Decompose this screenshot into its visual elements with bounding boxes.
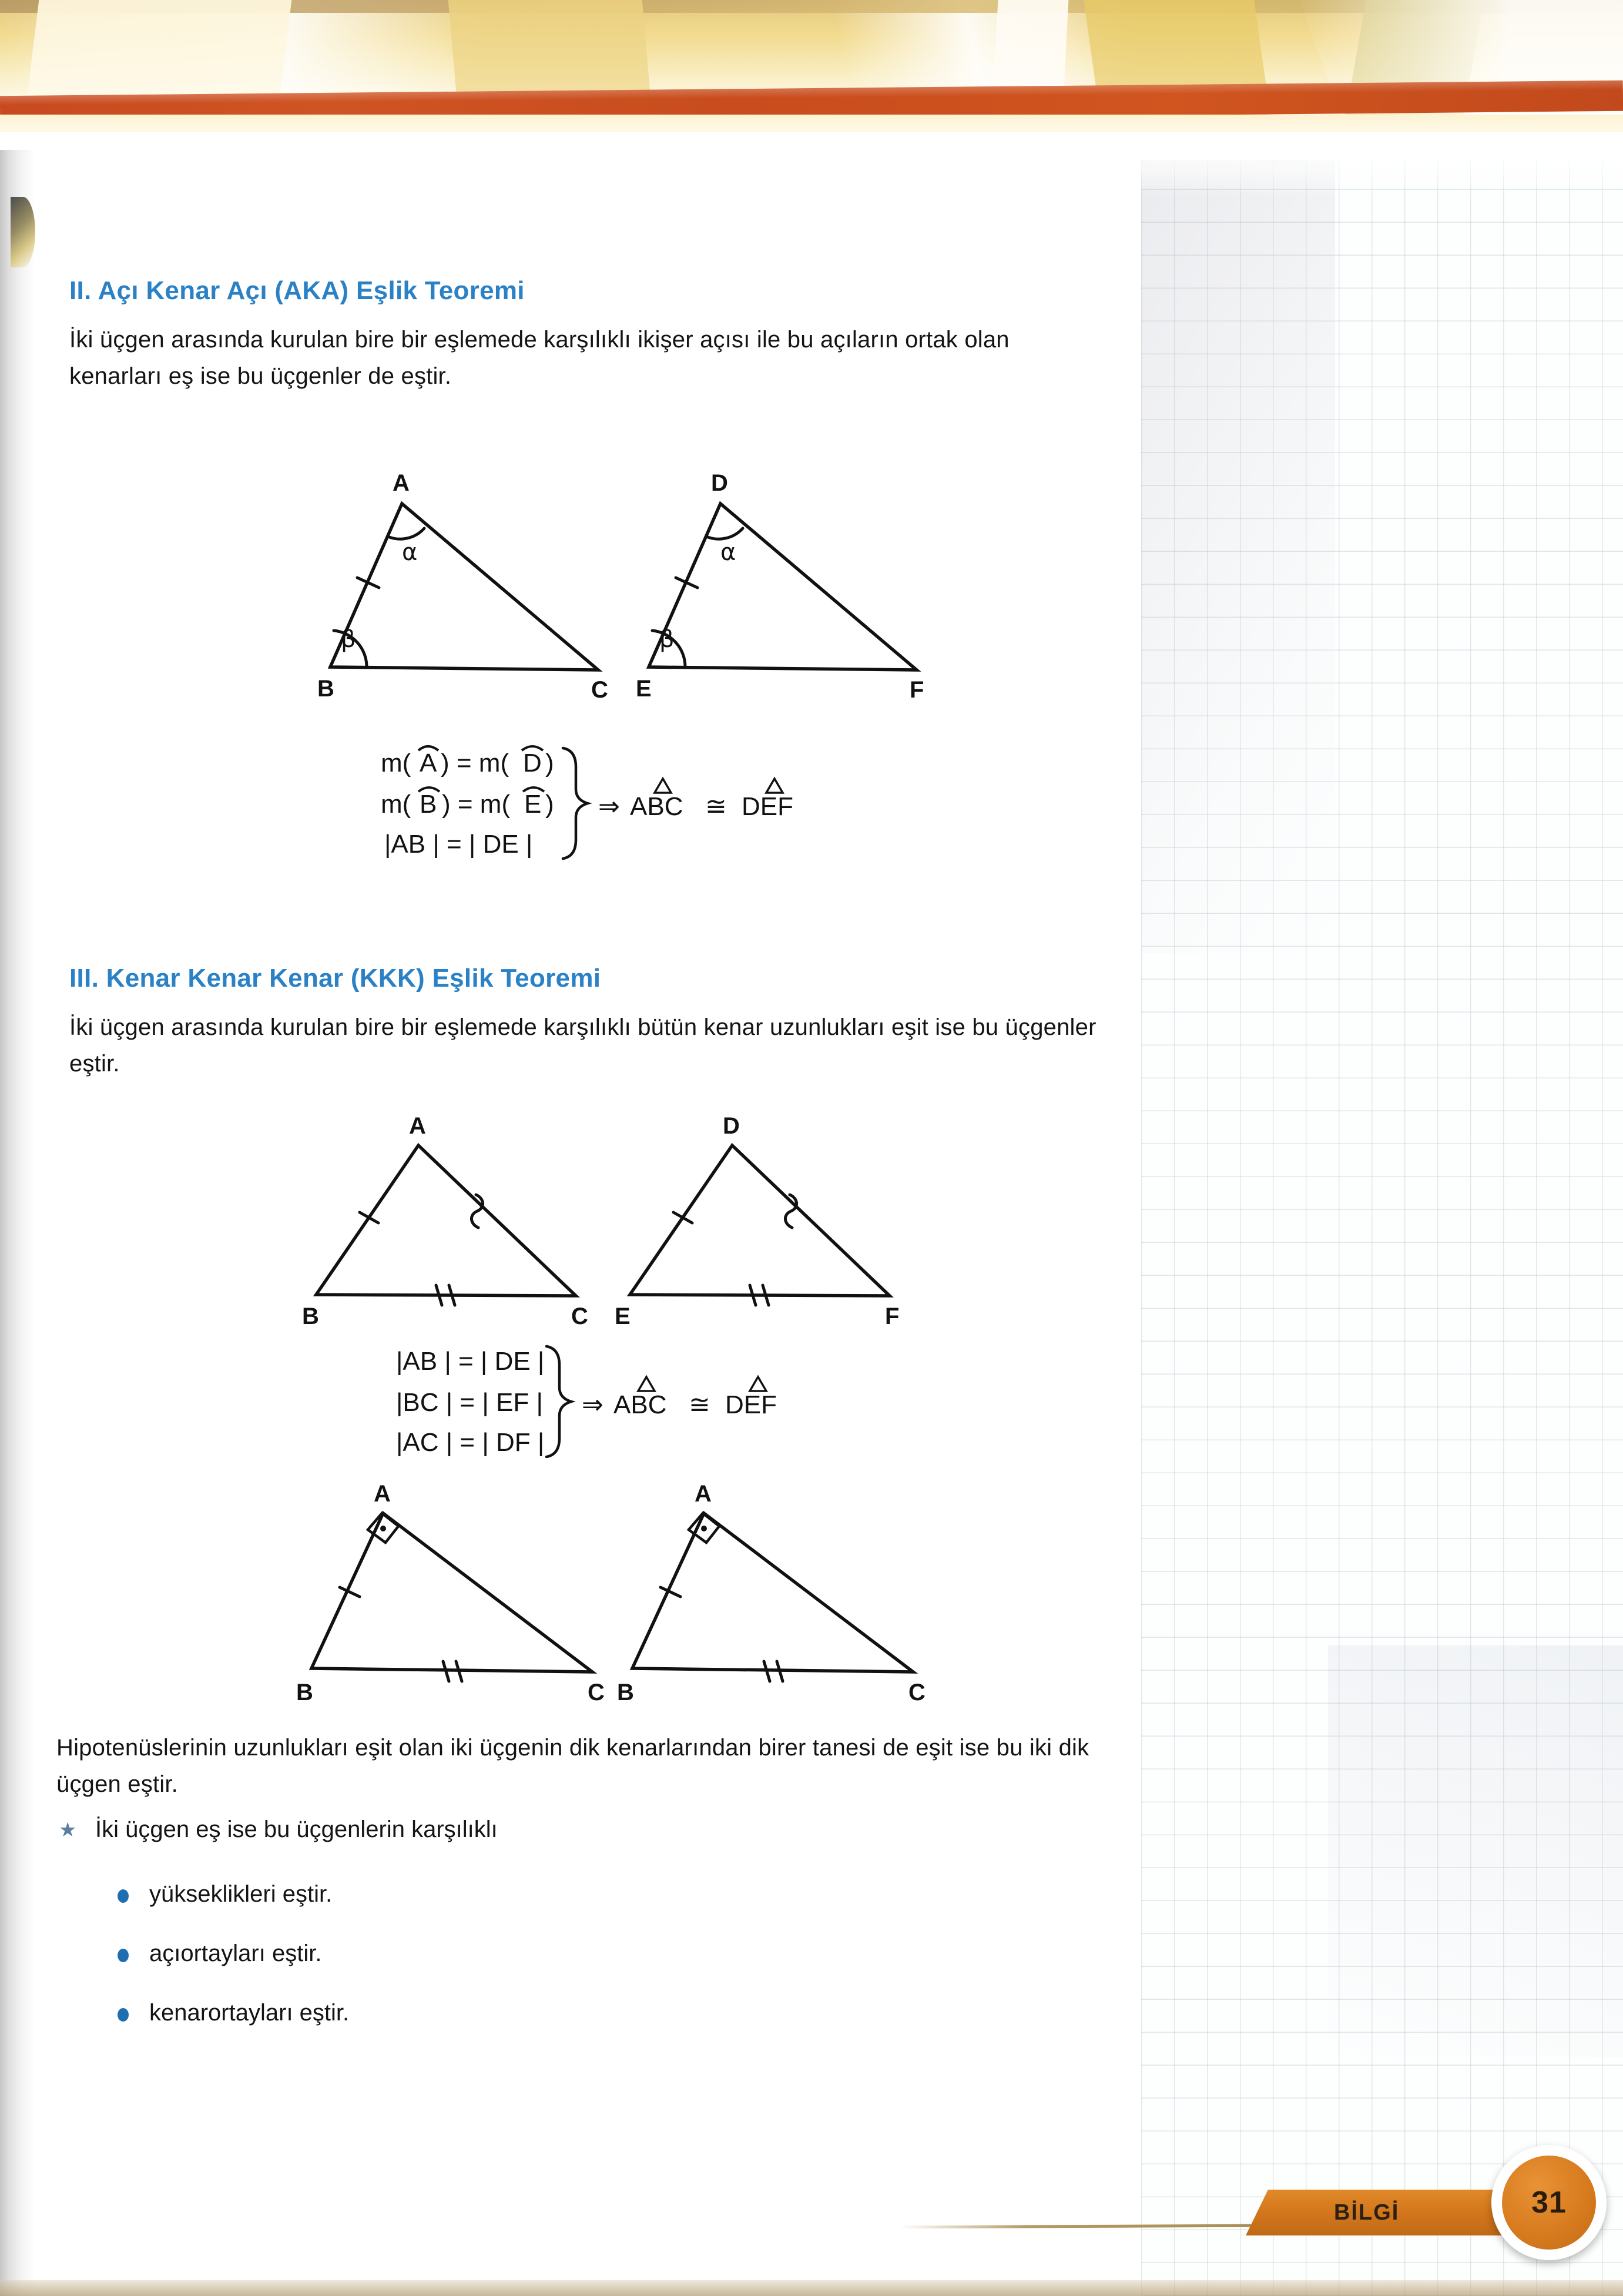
page-number: 31	[1531, 2186, 1567, 2220]
figure-right-triangle-pair	[270, 1478, 952, 1713]
svg-text:): )	[545, 790, 554, 819]
svg-text:B: B	[420, 790, 437, 819]
section-title-aka: II. Açı Kenar Açı (AKA) Eşlik Teoremi	[69, 276, 525, 305]
vertex-label-A-rt1: A	[374, 1481, 391, 1507]
svg-text:|AC | = | DF |: |AC | = | DF |	[396, 1428, 545, 1457]
star-note-text: İki üçgen eş ise bu üçgenlerin karşılıklı	[95, 1816, 498, 1842]
svg-text:) = m(: ) = m(	[442, 790, 511, 819]
figure-kkk-triangles	[282, 1108, 928, 1331]
grid-paper-top-fade	[1141, 132, 1623, 197]
bullet-dot-icon	[118, 1889, 129, 1903]
formula-aka	[376, 743, 858, 861]
svg-text:) = m(: ) = m(	[441, 749, 509, 777]
star-icon: ★	[59, 1819, 77, 1841]
page-number-badge	[1502, 2156, 1596, 2250]
bullet-label-3: kenarortayları eştir.	[149, 2000, 350, 2026]
vertex-label-D: D	[711, 470, 728, 496]
svg-text:E: E	[524, 790, 542, 819]
svg-text:≅: ≅	[689, 1390, 710, 1419]
section-paragraph-aka: İki üçgen arasında kurulan bire bir eşlemede karşılıklı ikişer açısı ile bu açıların ortak olan kenarları eş ise bu üçgenler de eştir.	[69, 327, 1010, 389]
svg-text:⇒: ⇒	[598, 792, 620, 821]
header-bottom-fade	[0, 115, 1623, 132]
vertex-label-B-kkk: B	[302, 1303, 319, 1329]
vertex-label-C: C	[591, 677, 608, 703]
angle-label-alpha-right: α	[720, 539, 736, 566]
bullet-dot-icon	[118, 1949, 129, 1962]
vertex-label-A: A	[393, 470, 410, 496]
bullet-label-1: yükseklikleri eştir.	[149, 1881, 333, 1907]
svg-text:|BC | = | EF |: |BC | = | EF |	[396, 1388, 543, 1417]
svg-text:m(: m(	[381, 790, 411, 819]
footer-banner-label: BİLGİ	[1334, 2200, 1400, 2225]
vertex-label-B: B	[317, 676, 334, 702]
grid-paper-shadow-left	[1141, 160, 1335, 953]
svg-text:|AB | = | DE |: |AB | = | DE |	[396, 1347, 545, 1376]
vertex-label-B-rt2: B	[617, 1680, 634, 1705]
vertex-label-C-kkk: C	[571, 1303, 588, 1329]
svg-text:A: A	[420, 749, 437, 777]
vertex-label-C-rt1: C	[588, 1680, 605, 1705]
bullet-label-2: açıortayları eştir.	[149, 1940, 322, 1966]
section-paragraph-kkk: İki üçgen arasında kurulan bire bir eşlemede karşılıklı bütün kenar uzunlukları eşit ise bu üçgenler eştir.	[69, 1014, 1096, 1077]
svg-text:D: D	[523, 749, 542, 777]
vertex-label-E: E	[636, 676, 652, 702]
closing-paragraph: Hipotenüslerinin uzunlukları eşit olan iki üçgenin dik kenarlarından birer tanesi de eşit ise bu iki dik üçgen eştir.	[56, 1735, 1089, 1797]
vertex-label-E-kkk: E	[615, 1303, 631, 1329]
svg-text:ABC: ABC	[630, 792, 683, 821]
svg-text:): )	[545, 749, 554, 777]
vertex-label-A-rt2: A	[695, 1481, 712, 1507]
vertex-label-F: F	[910, 677, 924, 703]
vertex-label-C-rt2: C	[908, 1680, 925, 1705]
svg-text:≅: ≅	[705, 792, 727, 821]
vertex-label-F-kkk: F	[885, 1303, 900, 1329]
page-bottom-edge	[0, 2280, 1623, 2296]
svg-text:m(: m(	[381, 749, 411, 777]
figure-aka-triangles	[276, 461, 928, 708]
vertex-label-A-kkk: A	[409, 1113, 426, 1139]
svg-text:DEF: DEF	[742, 792, 793, 821]
angle-label-beta-right: β	[659, 626, 675, 653]
grid-paper-shadow-bottom	[1328, 1645, 1623, 2057]
section-title-kkk: III. Kenar Kenar Kenar (KKK) Eşlik Teoremi	[69, 964, 601, 993]
bullet-dot-icon	[118, 2008, 129, 2022]
angle-label-alpha-left: α	[402, 539, 418, 566]
formula-kkk	[388, 1342, 870, 1459]
page-content	[0, 132, 1141, 2296]
svg-text:⇒: ⇒	[582, 1390, 603, 1419]
page-header-decoration	[0, 0, 1623, 132]
vertex-label-D-kkk: D	[723, 1113, 740, 1139]
svg-text:DEF: DEF	[725, 1390, 777, 1419]
svg-text:|AB | = | DE |: |AB | = | DE |	[384, 830, 533, 859]
vertex-label-B-rt1: B	[296, 1680, 313, 1705]
svg-text:ABC: ABC	[613, 1390, 667, 1419]
angle-label-beta-left: β	[341, 626, 356, 653]
